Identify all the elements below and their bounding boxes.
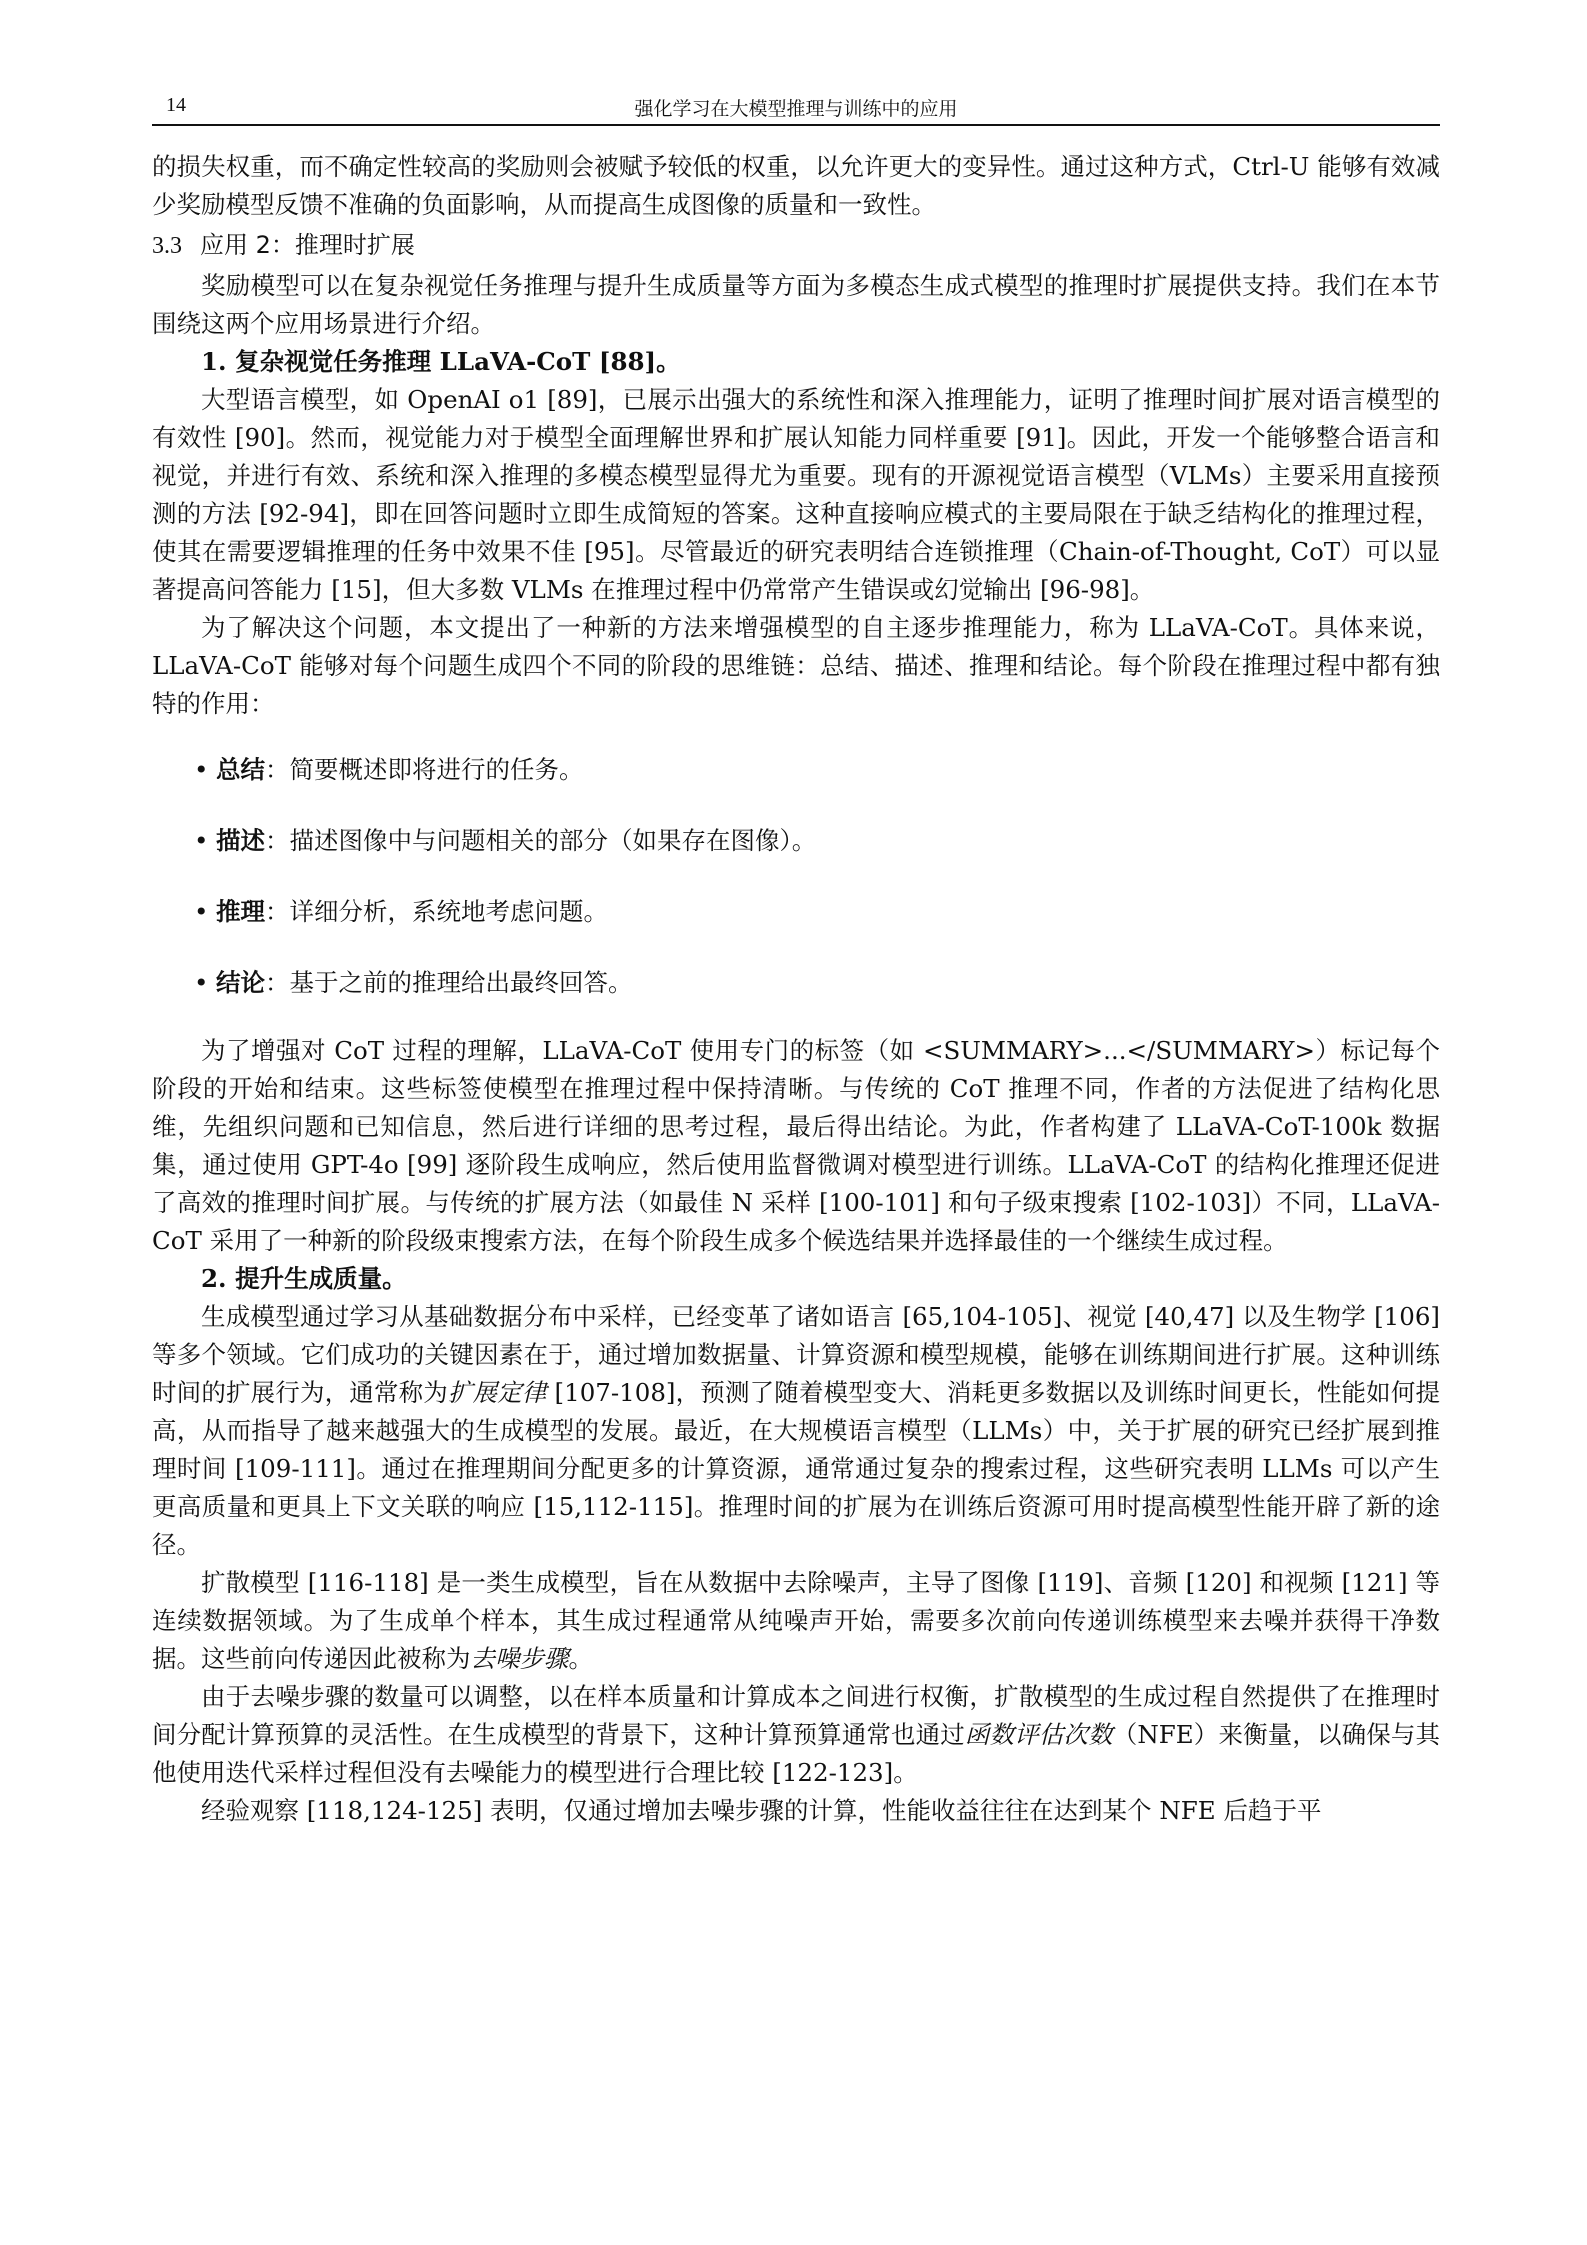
section-title: 应用 2：推理时扩展 [200, 231, 415, 259]
section-heading [152, 226, 1440, 265]
bullet-marker: • [194, 826, 209, 855]
bullet-marker: • [194, 755, 209, 784]
bullet-marker: • [194, 968, 209, 997]
bullet-term: 推理 [216, 897, 265, 926]
emphasized-term: 扩展定律 [447, 1378, 547, 1407]
paragraph-empirical: 经验观察 [118,124-125] 表明，仅通过增加去噪步骤的计算，性能收益往往在达到某个 NFE 后趋于平 [201, 1796, 1322, 1825]
subheading-visual-reasoning: 1. 复杂视觉任务推理 LLaVA-CoT [88]。 [201, 347, 681, 376]
emphasized-term: 去噪步骤 [470, 1644, 569, 1673]
text-run: 。 [568, 1644, 593, 1673]
bullet-term: 描述 [216, 826, 265, 855]
paragraph-cot-tags: 为了增强对 CoT 过程的理解，LLaVA-CoT 使用专门的标签（如 <SUMMARY>...</SUMMARY>）标记每个阶段的开始和结束。这些标签使模型在推理过程中保持清晰。与传统的 CoT 推理不同，作者的方法促进了结构化思维，先组织问题和已知信息，然后进行详细的思考过程，最后得出结论。为此，作者构建了 LLaVA-CoT-100k 数据集，通过使用 GPT-4o [99] 逐阶段生成响应，然后使用监督微调对模型进行训练。LLaVA-CoT 的结构化推理还促进了高效的推理时间扩展。与传统的扩展方法（如最佳 N 采样 [100-101] 和句子级束搜索 [102-103]）不同，LLaVA-CoT 采用了一种新的阶段级束搜索方法，在每个阶段生成多个候选结果并选择最佳的一个继续生成过程。 [152, 1036, 1440, 1255]
paragraph-compute-budget [152, 1678, 1440, 1792]
paragraph-llm-reasoning: 大型语言模型，如 OpenAI o1 [89]，已展示出强大的系统性和深入推理能力，证明了推理时间扩展对语言模型的有效性 [90]。然而，视觉能力对于模型全面理解世界和扩展认知能力同样重要 [91]。因此，开发一个能够整合语言和视觉，并进行有效、系统和深入推理的多模态模型显得尤为重要。现有的开源视觉语言模型（VLMs）主要采用直接预测的方法 [92-94]，即在回答问题时立即生成简短的答案。这种直接响应模式的主要局限在于缺乏结构化的推理过程，使其在需要逻辑推理的任务中效果不佳 [95]。尽管最近的研究表明结合连锁推理（Chain-of-Thought, CoT）可以显著提高问答能力 [15]，但大多数 VLMs 在推理过程中仍常常产生错误或幻觉输出 [96-98]。 [152, 385, 1440, 604]
emphasized-term: 函数评估次数 [964, 1720, 1113, 1749]
list-item [194, 822, 1440, 860]
paragraph-scaling [152, 1298, 1440, 1564]
subheading-generation-quality: 2. 提升生成质量。 [201, 1264, 407, 1293]
text-run: 由于去噪步骤的数量可以调整，以在样本质量和计算成本之间进行权衡，扩散模型的生成过程自然提供了在推理时间分配计算预算的灵活性。在生成模型的背景下，这种计算预算通常也通过 [152, 1682, 1440, 1749]
paragraph-continued: 的损失权重，而不确定性较高的奖励则会被赋予较低的权重，以允许更大的变异性。通过这种方式，Ctrl-U 能够有效减少奖励模型反馈不准确的负面影响，从而提高生成图像的质量和一致性。 [152, 152, 1440, 219]
bullet-term: 总结 [216, 755, 265, 784]
list-item [194, 751, 1440, 789]
list-item [194, 893, 1440, 931]
text-run: （NFE）来衡量，以确保与其他使用迭代采样过程但没有去噪能力的模型进行合理比较 [122-123]。 [152, 1720, 1441, 1787]
stage-list [152, 751, 1440, 1002]
bullet-text: ：描述图像中与问题相关的部分（如果存在图像）。 [265, 826, 817, 855]
bullet-term: 结论 [216, 968, 265, 997]
text-run: 扩散模型 [116-118] 是一类生成模型，旨在从数据中去除噪声，主导了图像 [119]、音频 [120] 和视频 [121] 等连续数据领域。为了生成单个样本，其生成过程通常从纯噪声开始，需要多次前向传递训练模型来去噪并获得干净数据。这些前向传递因此被称为 [152, 1568, 1440, 1673]
text-run: 生成模型通过学习从基础数据分布中采样，已经变革了诸如语言 [65,104-105]、视觉 [40,47] 以及生物学 [106] 等多个领域。它们成功的关键因素在于，通过增加数据量、计算资源和模型规模，能够在训练期间进行扩展。这种训练时间的扩展行为，通常称为 [152, 1302, 1440, 1407]
paragraph-diffusion [152, 1564, 1440, 1678]
page-header [152, 92, 1440, 126]
running-title: 强化学习在大模型推理与训练中的应用 [634, 98, 958, 120]
page-number: 14 [166, 94, 186, 116]
bullet-marker: • [194, 897, 209, 926]
section-number: 3.3 [152, 233, 182, 259]
bullet-text: ：详细分析，系统地考虑问题。 [265, 897, 608, 926]
paragraph-llava-cot-method: 为了解决这个问题，本文提出了一种新的方法来增强模型的自主逐步推理能力，称为 LLaVA-CoT。具体来说，LLaVA-CoT 能够对每个问题生成四个不同的阶段的思维链：总结、描述、推理和结论。每个阶段在推理过程中都有独特的作用： [152, 613, 1440, 718]
bullet-text: ：基于之前的推理给出最终回答。 [265, 968, 633, 997]
body-text [152, 148, 1440, 1830]
bullet-text: ：简要概述即将进行的任务。 [265, 755, 584, 784]
list-item [194, 964, 1440, 1002]
text-run: [107-108]，预测了随着模型变大、消耗更多数据以及训练时间更长，性能如何提高，从而指导了越来越强大的生成模型的发展。最近，在大规模语言模型（LLMs）中，关于扩展的研究已经扩展到推理时间 [109-111]。通过在推理期间分配更多的计算资源，通常通过复杂的搜索过程，这些研究表明 LLMs 可以产生更高质量和更具上下文关联的响应 [15,112-115]。推理时间的扩展为在训练后资源可用时提高模型性能开辟了新的途径。 [152, 1378, 1441, 1559]
paragraph-intro: 奖励模型可以在复杂视觉任务推理与提升生成质量等方面为多模态生成式模型的推理时扩展提供支持。我们在本节围绕这两个应用场景进行介绍。 [152, 271, 1440, 338]
